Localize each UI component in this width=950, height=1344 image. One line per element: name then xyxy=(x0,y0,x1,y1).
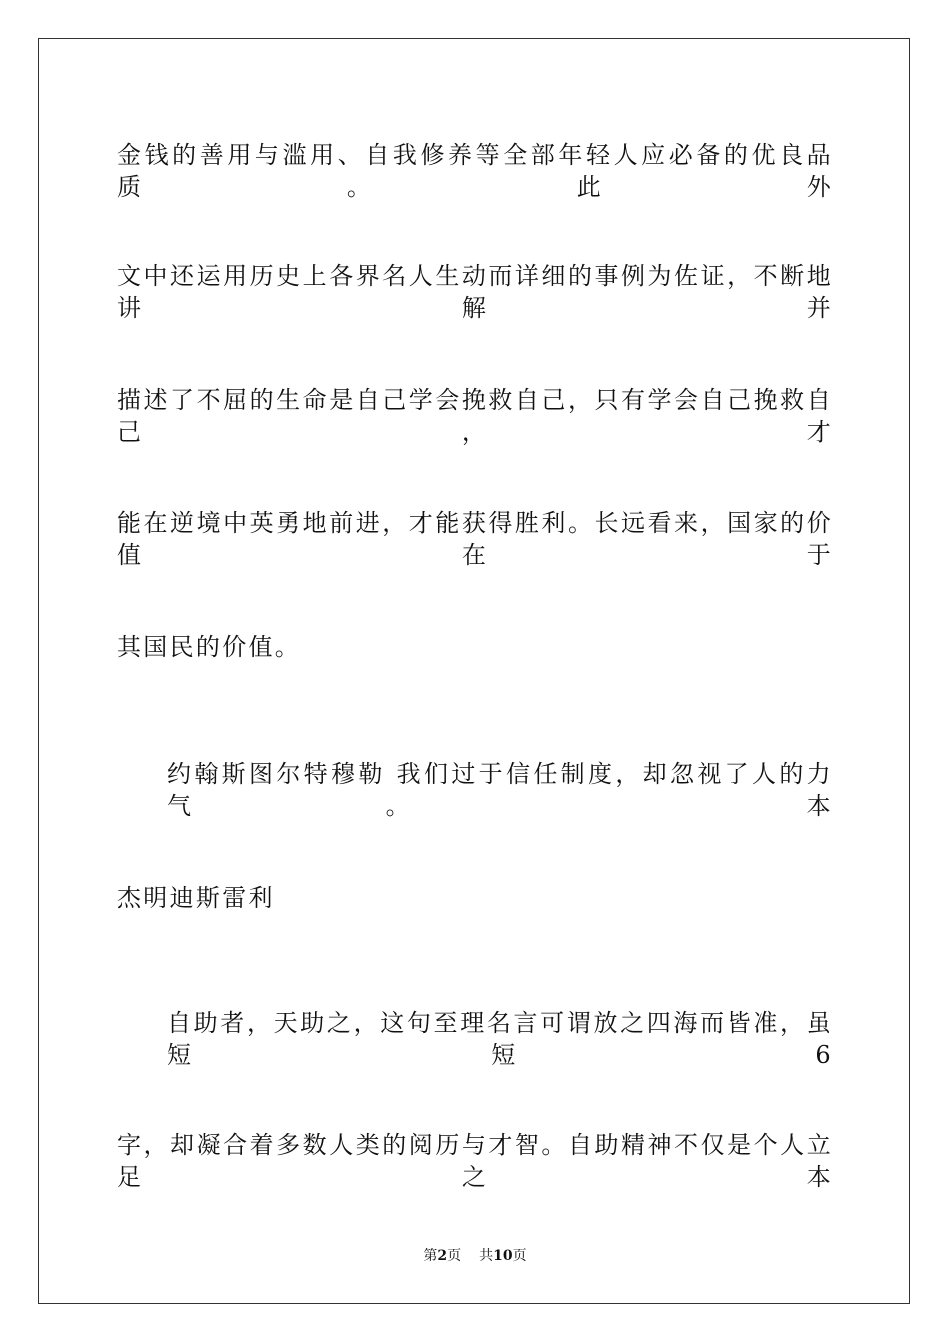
page-suffix: 页 xyxy=(447,1248,462,1264)
page-frame xyxy=(38,38,910,1304)
total-prefix: 共 xyxy=(479,1248,494,1264)
total-pages: 10 xyxy=(493,1248,513,1264)
page-footer xyxy=(0,1247,950,1265)
body-line-9: 字，却凝合着多数人类的阅历与才智。自助精神不仅是个人立足之本 xyxy=(117,1131,833,1191)
body-line-5: 其国民的价值。 xyxy=(117,633,302,661)
body-line-3: 描述了不屈的生命是自己学会挽救自己，只有学会自己挽救自己，才 xyxy=(117,386,833,446)
body-line-2: 文中还运用历史上各界名人生动而详细的事例为佐证，不断地讲解并 xyxy=(117,262,833,322)
page-prefix: 第 xyxy=(423,1248,438,1264)
body-line-7: 杰明迪斯雷利 xyxy=(117,884,275,912)
body-line-8: 自助者，天助之，这句至理名言可谓放之四海而皆准，虽短短6 xyxy=(167,1009,833,1069)
page-number: 2 xyxy=(437,1248,448,1264)
total-suffix: 页 xyxy=(512,1248,527,1264)
body-line-4: 能在逆境中英勇地前进，才能获得胜利。长远看来，国家的价值在于 xyxy=(117,509,833,569)
body-line-1: 金钱的善用与滥用、自我修养等全部年轻人应必备的优良品质。此外 xyxy=(117,141,833,201)
body-line-6: 约翰斯图尔特穆勒 我们过于信任制度，却忽视了人的力气。 本 xyxy=(167,760,833,820)
